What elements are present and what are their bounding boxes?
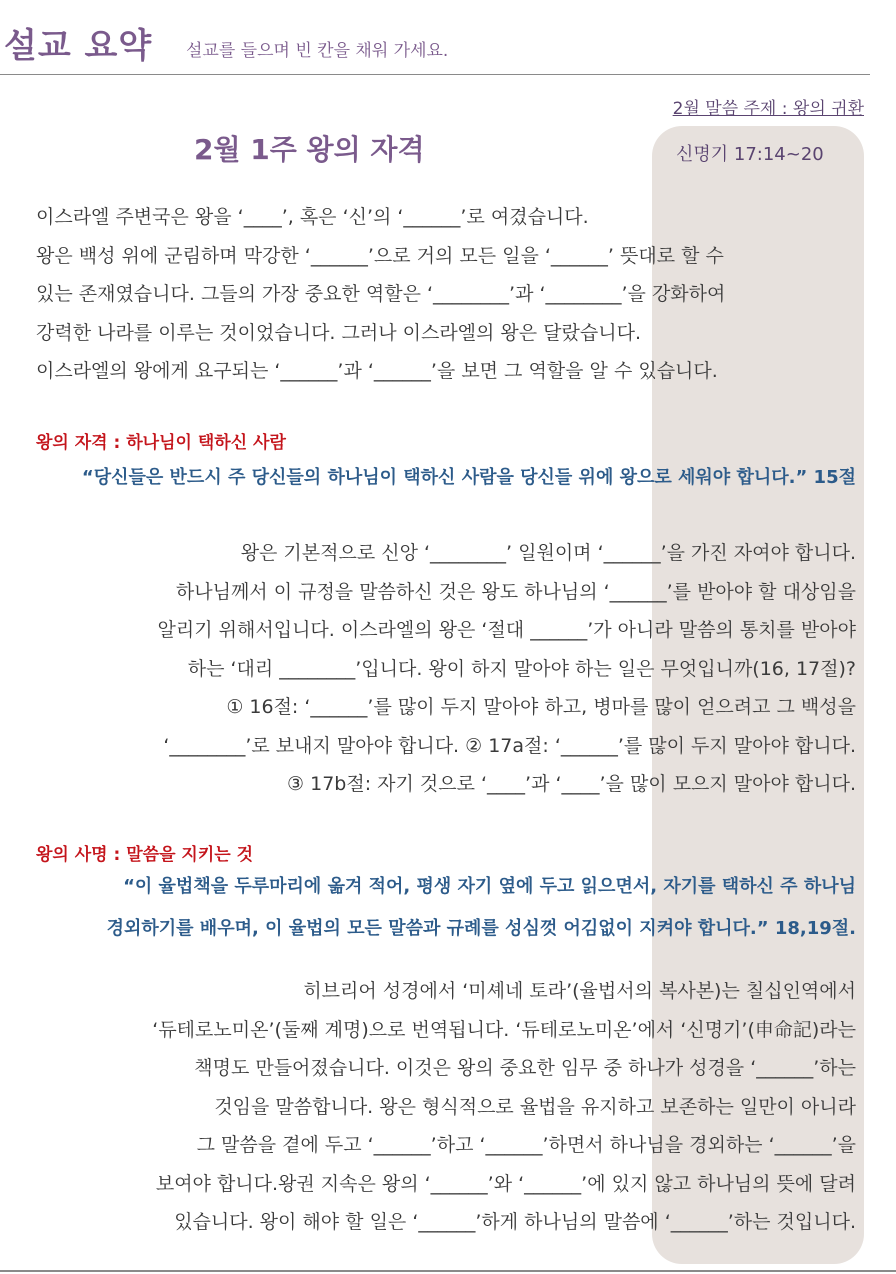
body-line: 것임을 말씀합니다. 왕은 형식적으로 율법을 유지하고 보존하는 일만이 아니라 bbox=[214, 1095, 856, 1118]
quote-line: 경외하기를 배우며, 이 율법의 모든 말씀과 규례를 성심껏 어김없이 지켜야 합니다.” 18,19절. bbox=[106, 918, 856, 939]
body-line: ① 16절: ‘______’를 많이 두지 말아야 하고, 병마를 많이 얻으려고 그 백성을 bbox=[226, 696, 856, 718]
section2-heading: 왕의 사명 : 말씀을 지키는 것 bbox=[36, 845, 254, 865]
intro-line: 왕은 백성 위에 군림하며 막강한 ‘______’으로 거의 모든 일을 ‘______’ 뜻대로 할 수 bbox=[36, 244, 724, 267]
body-line: ‘듀테로노미온’(둘째 계명)으로 번역됩니다. ‘듀테로노미온’에서 ‘신명기’(申命記)라는 bbox=[152, 1018, 856, 1041]
page-subtitle: 설교를 들으며 빈 칸을 채워 가세요. bbox=[186, 41, 449, 61]
body-line: 책명도 만들어졌습니다. 이것은 왕의 중요한 임무 중 하나가 성경을 ‘______’하는 bbox=[194, 1057, 856, 1079]
monthly-topic: 2월 말씀 주제 : 왕의 귀환 bbox=[672, 99, 864, 119]
intro-paragraph bbox=[36, 198, 725, 391]
section2-quote bbox=[107, 866, 856, 950]
body-line: 히브리어 성경에서 ‘미셰네 토라’(율법서의 복사본)는 칠십인역에서 bbox=[303, 980, 856, 1002]
intro-line: 있는 존재였습니다. 그들의 가장 중요한 역할은 ‘________’과 ‘________’을 강화하여 bbox=[36, 283, 726, 305]
quote-line: “당신들은 반드시 주 당신들의 하나님이 택하신 사람을 당신들 위에 왕으로 세워야 합니다.” 15절 bbox=[81, 467, 856, 488]
section1-body bbox=[158, 534, 856, 804]
body-line: ③ 17b절: 자기 것으로 ‘____’과 ‘____’을 많이 모으지 말아야 합니다. bbox=[287, 773, 856, 795]
week-title: 2월 1주 왕의 자격 bbox=[194, 133, 425, 166]
footer-divider bbox=[0, 1270, 896, 1272]
body-line: 보여야 합니다.왕권 지속은 왕의 ‘______’와 ‘______’에 있지 않고 하나님의 뜻에 달려 bbox=[155, 1172, 856, 1195]
body-line: 하나님께서 이 규정을 말씀하신 것은 왕도 하나님의 ‘______’를 받아야 할 대상임을 bbox=[175, 580, 856, 603]
section2-body bbox=[152, 972, 856, 1242]
section1-quote bbox=[82, 457, 856, 499]
intro-line: 이스라엘 주변국은 왕을 ‘____’, 혹은 ‘신’의 ‘______’로 여겼습니다. bbox=[36, 206, 589, 228]
body-line: 있습니다. 왕이 해야 할 일은 ‘______’하게 하나님의 말씀에 ‘______’하는 것입니다. bbox=[174, 1211, 856, 1233]
quote-line: “이 율법책을 두루마리에 옮겨 적어, 평생 자기 옆에 두고 읽으면서, 자기를 택하신 주 하나님 bbox=[123, 876, 856, 897]
intro-line: 이스라엘의 왕에게 요구되는 ‘______’과 ‘______’을 보면 그 역할을 알 수 있습니다. bbox=[36, 360, 718, 382]
body-line: 왕은 기본적으로 신앙 ‘________’ 일원이며 ‘______’을 가진 자여야 합니다. bbox=[240, 542, 856, 564]
body-line: 알리기 위해서입니다. 이스라엘의 왕은 ‘절대 ______’가 아니라 말씀의 통치를 받아야 bbox=[157, 619, 856, 641]
header-divider bbox=[0, 74, 870, 75]
page-title: 설교 요약 bbox=[4, 26, 153, 66]
body-line: 그 말씀을 곁에 두고 ‘______’하고 ‘______’하면서 하나님을 경외하는 ‘______’을 bbox=[196, 1134, 856, 1156]
body-line: ‘________’로 보내지 말아야 합니다. ② 17a절: ‘______’를 많이 두지 말아야 합니다. bbox=[163, 734, 856, 757]
body-line: 하는 ‘대리 ________’입니다. 왕이 하지 말아야 하는 일은 무엇입니까(16, 17절)? bbox=[187, 657, 856, 680]
section1-heading: 왕의 자격 : 하나님이 택하신 사람 bbox=[36, 433, 286, 453]
intro-line: 강력한 나라를 이루는 것이었습니다. 그러나 이스라엘의 왕은 달랐습니다. bbox=[36, 321, 641, 344]
scripture-reference: 신명기 17:14~20 bbox=[676, 144, 824, 165]
